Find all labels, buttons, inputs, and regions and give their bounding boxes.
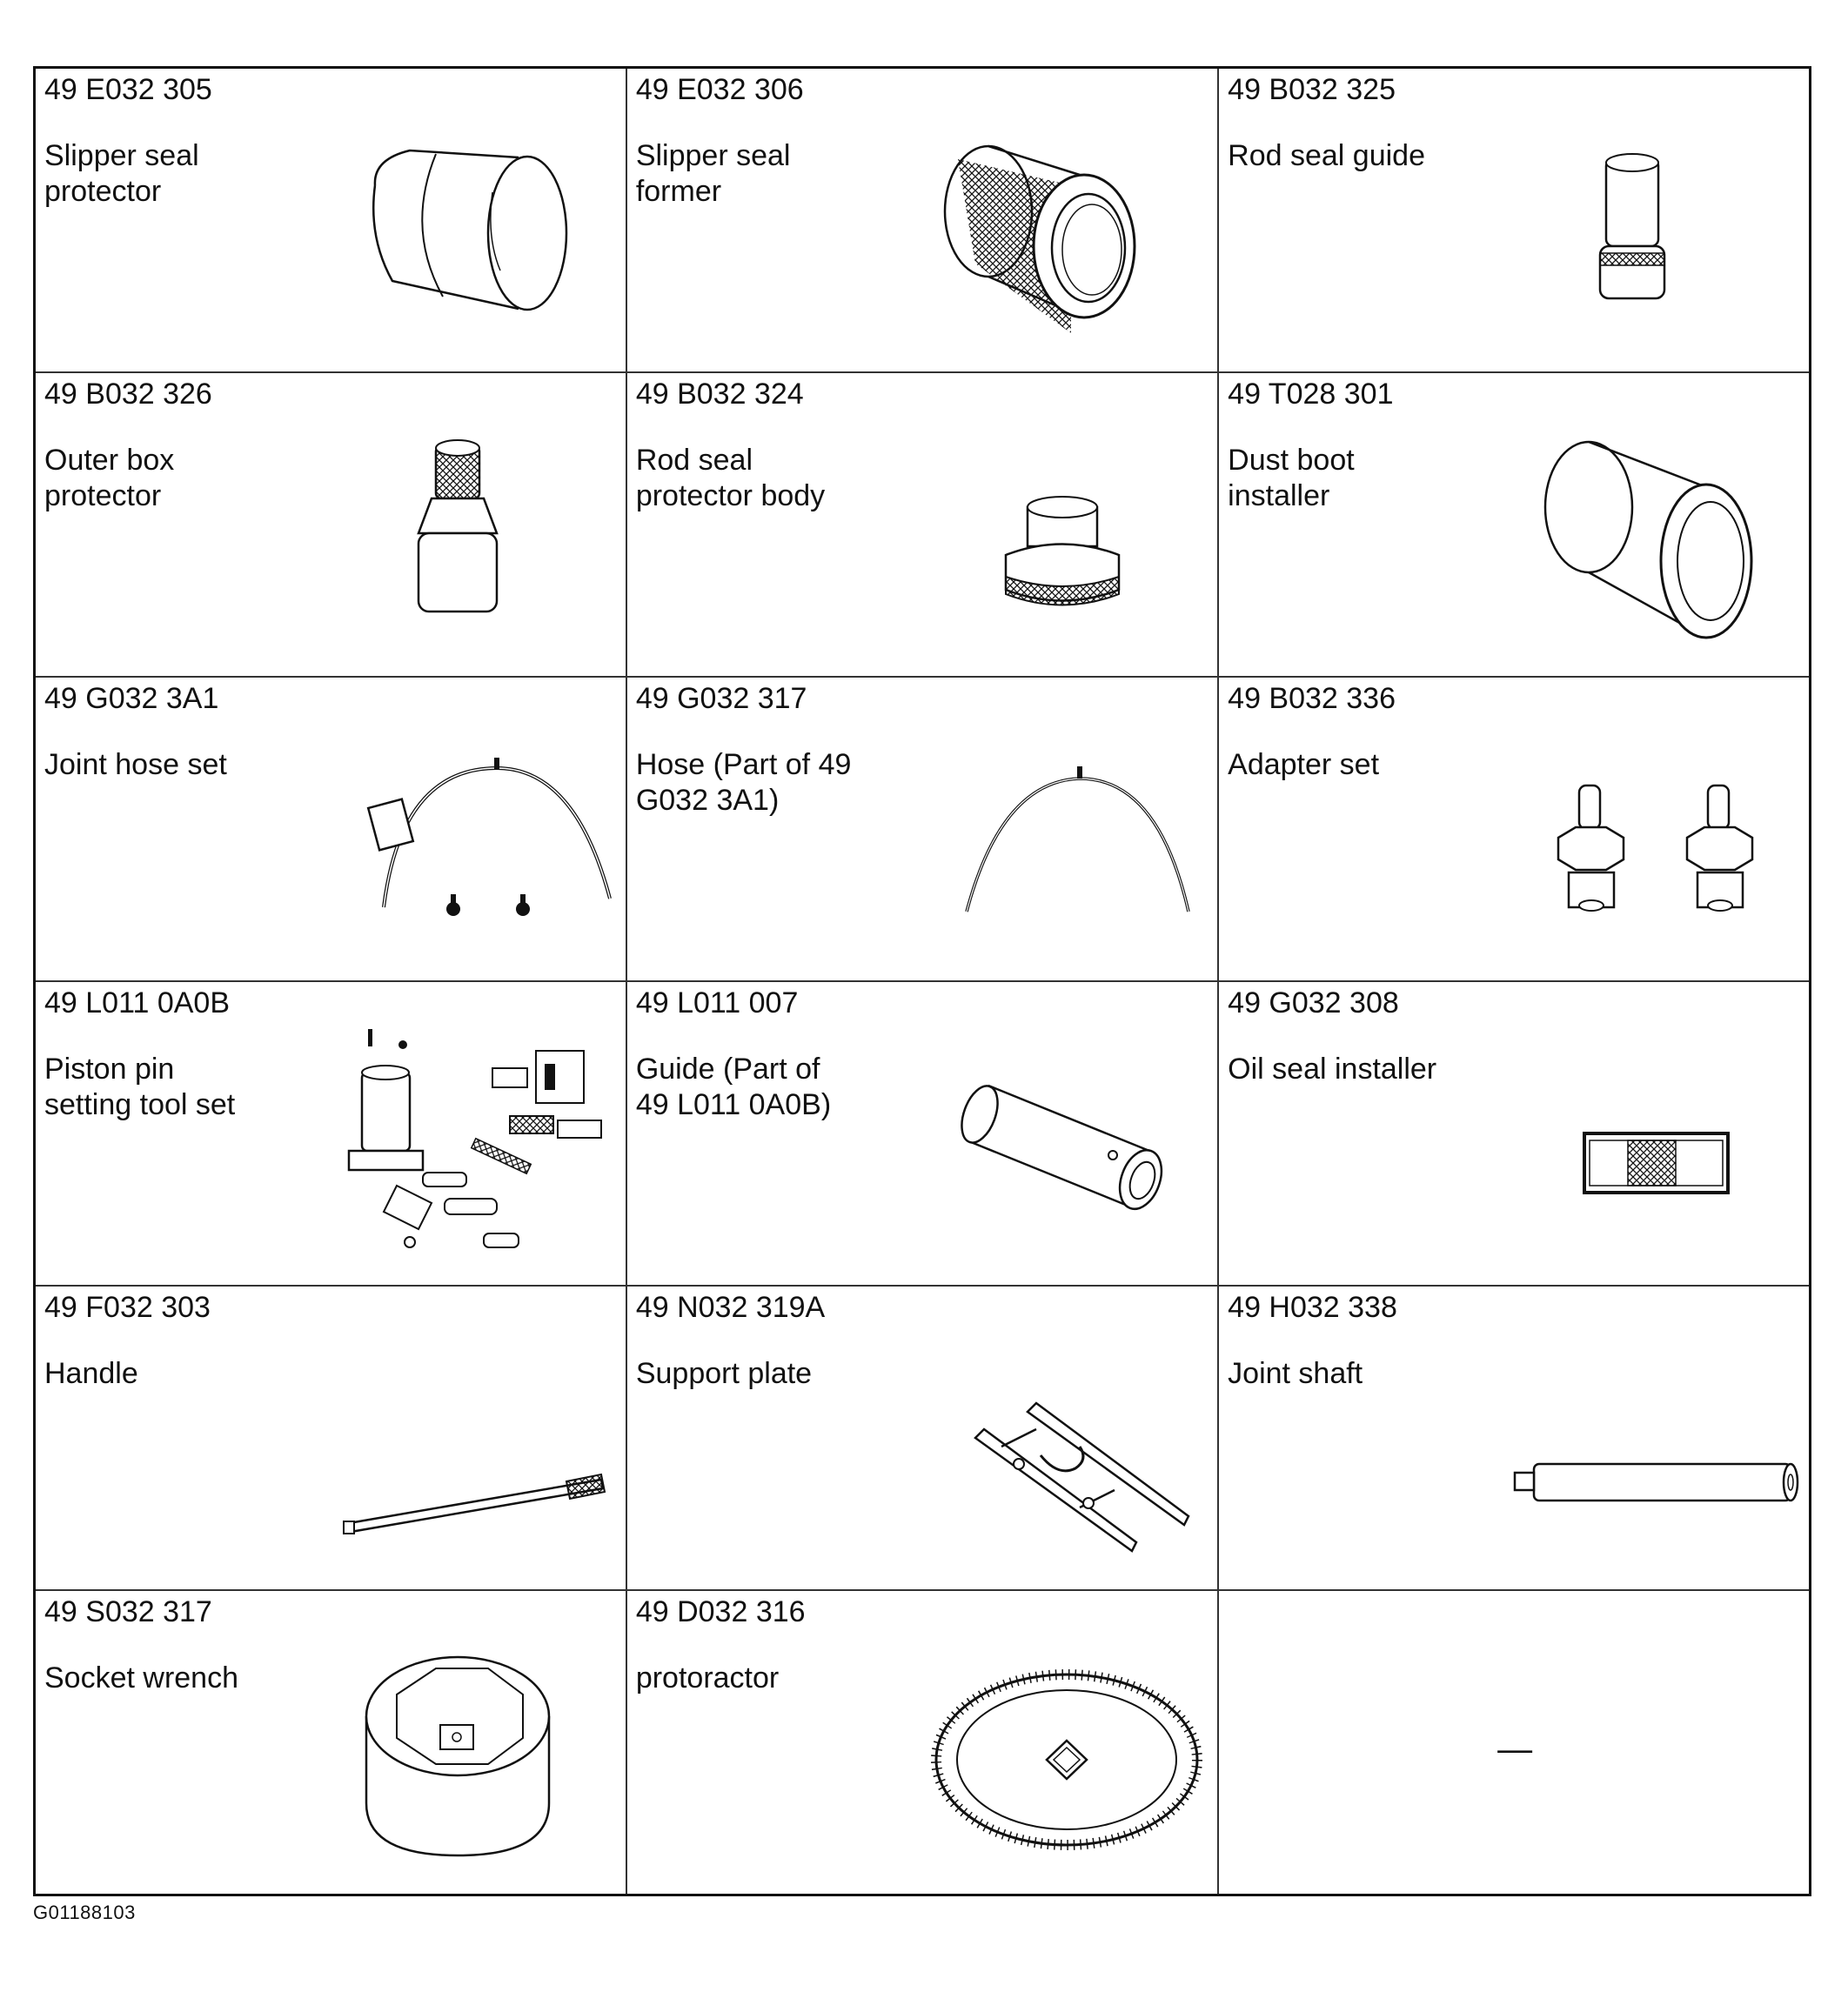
tool-cell: [626, 677, 1218, 981]
table-row: [35, 1590, 1811, 1895]
tool-cell: [35, 981, 626, 1286]
tool-part-number: 49 G032 317: [635, 682, 807, 715]
table-row: [35, 677, 1811, 981]
tool-part-number: 49 B032 326: [44, 378, 212, 411]
joint-hose-set-illustration: [314, 716, 619, 977]
tool-cell: [1218, 372, 1810, 677]
protractor-illustration: [906, 1629, 1210, 1890]
tool-cell: [35, 1590, 626, 1895]
tool-part-number: 49 B032 324: [635, 378, 804, 411]
tool-name: Joint shaft: [1228, 1357, 1363, 1390]
tool-cell: [35, 677, 626, 981]
figure-id: G01188103: [33, 1902, 136, 1923]
tool-name: Outer box protector: [44, 444, 175, 512]
tool-part-number: 49 S032 317: [44, 1595, 212, 1628]
tool-name: Rod seal guide: [1228, 139, 1425, 172]
tool-name: Oil seal installer: [1228, 1053, 1437, 1086]
tool-part-number: 49 F032 303: [44, 1291, 211, 1324]
tool-name: Slipper seal protector: [44, 139, 199, 208]
tool-name: Handle: [44, 1357, 138, 1390]
dust-boot-installer-illustration: [1497, 411, 1802, 672]
empty-dash: —: [1497, 1730, 1533, 1768]
tool-name: Hose (Part of 49 G032 3A1): [635, 748, 852, 817]
adapter-set-illustration: [1497, 716, 1802, 977]
hose-illustration: [906, 716, 1210, 977]
socket-wrench-illustration: [314, 1629, 619, 1890]
tool-part-number: 49 D032 316: [635, 1595, 806, 1628]
table-row: [35, 68, 1811, 373]
tool-name: Support plate: [635, 1357, 813, 1390]
tool-cell: [1218, 1286, 1810, 1590]
tool-part-number: 49 E032 306: [635, 73, 804, 106]
table-row: [35, 981, 1811, 1286]
tool-part-number: 49 G032 308: [1228, 986, 1399, 1019]
special-tools-table: [33, 66, 1811, 1896]
tool-cell: [626, 1590, 1218, 1895]
tool-cell: [1218, 68, 1810, 373]
tool-name: protoractor: [635, 1661, 780, 1695]
tool-part-number: 49 B032 325: [1228, 73, 1396, 106]
empty-cell: [1218, 1590, 1810, 1895]
tool-part-number: 49 T028 301: [1228, 378, 1394, 411]
tool-cell: [1218, 677, 1810, 981]
table-row: [35, 372, 1811, 677]
tool-cell: [1218, 981, 1810, 1286]
piston-pin-setting-tool-set-illustration: [314, 1020, 619, 1281]
guide-illustration: [906, 1020, 1210, 1281]
tool-name: Dust boot installer: [1228, 444, 1355, 512]
table-row: [35, 1286, 1811, 1590]
tool-name: Slipper seal former: [635, 139, 791, 208]
tool-name: Joint hose set: [44, 748, 227, 781]
tool-name: Adapter set: [1228, 748, 1380, 781]
handle-illustration: [314, 1325, 619, 1586]
tool-name: Rod seal protector body: [635, 444, 826, 512]
tool-cell: [35, 372, 626, 677]
rod-seal-protector-body-illustration: [906, 411, 1210, 672]
tool-cell: [626, 981, 1218, 1286]
tool-part-number: 49 G032 3A1: [44, 682, 219, 715]
tool-part-number: 49 N032 319A: [635, 1291, 826, 1324]
tool-part-number: 49 E032 305: [44, 73, 212, 106]
rod-seal-guide-illustration: [1497, 107, 1802, 368]
support-plate-illustration: [906, 1325, 1210, 1586]
tool-part-number: 49 H032 338: [1228, 1291, 1397, 1324]
tool-part-number: 49 L011 0A0B: [44, 986, 230, 1019]
tool-cell: [626, 68, 1218, 373]
oil-seal-installer-illustration: [1497, 1020, 1802, 1281]
tool-name: Socket wrench: [44, 1661, 238, 1695]
slipper-seal-protector-illustration: [314, 107, 619, 368]
tool-name: Guide (Part of 49 L011 0A0B): [635, 1053, 832, 1121]
tool-cell: [35, 1286, 626, 1590]
tool-cell: [626, 372, 1218, 677]
outer-box-protector-illustration: [314, 411, 619, 672]
tool-part-number: 49 B032 336: [1228, 682, 1396, 715]
tool-cell: [626, 1286, 1218, 1590]
slipper-seal-former-illustration: [906, 107, 1210, 368]
tool-cell: [35, 68, 626, 373]
tool-name: Piston pin setting tool set: [44, 1053, 236, 1121]
joint-shaft-illustration: [1497, 1325, 1802, 1586]
tool-part-number: 49 L011 007: [635, 986, 799, 1019]
